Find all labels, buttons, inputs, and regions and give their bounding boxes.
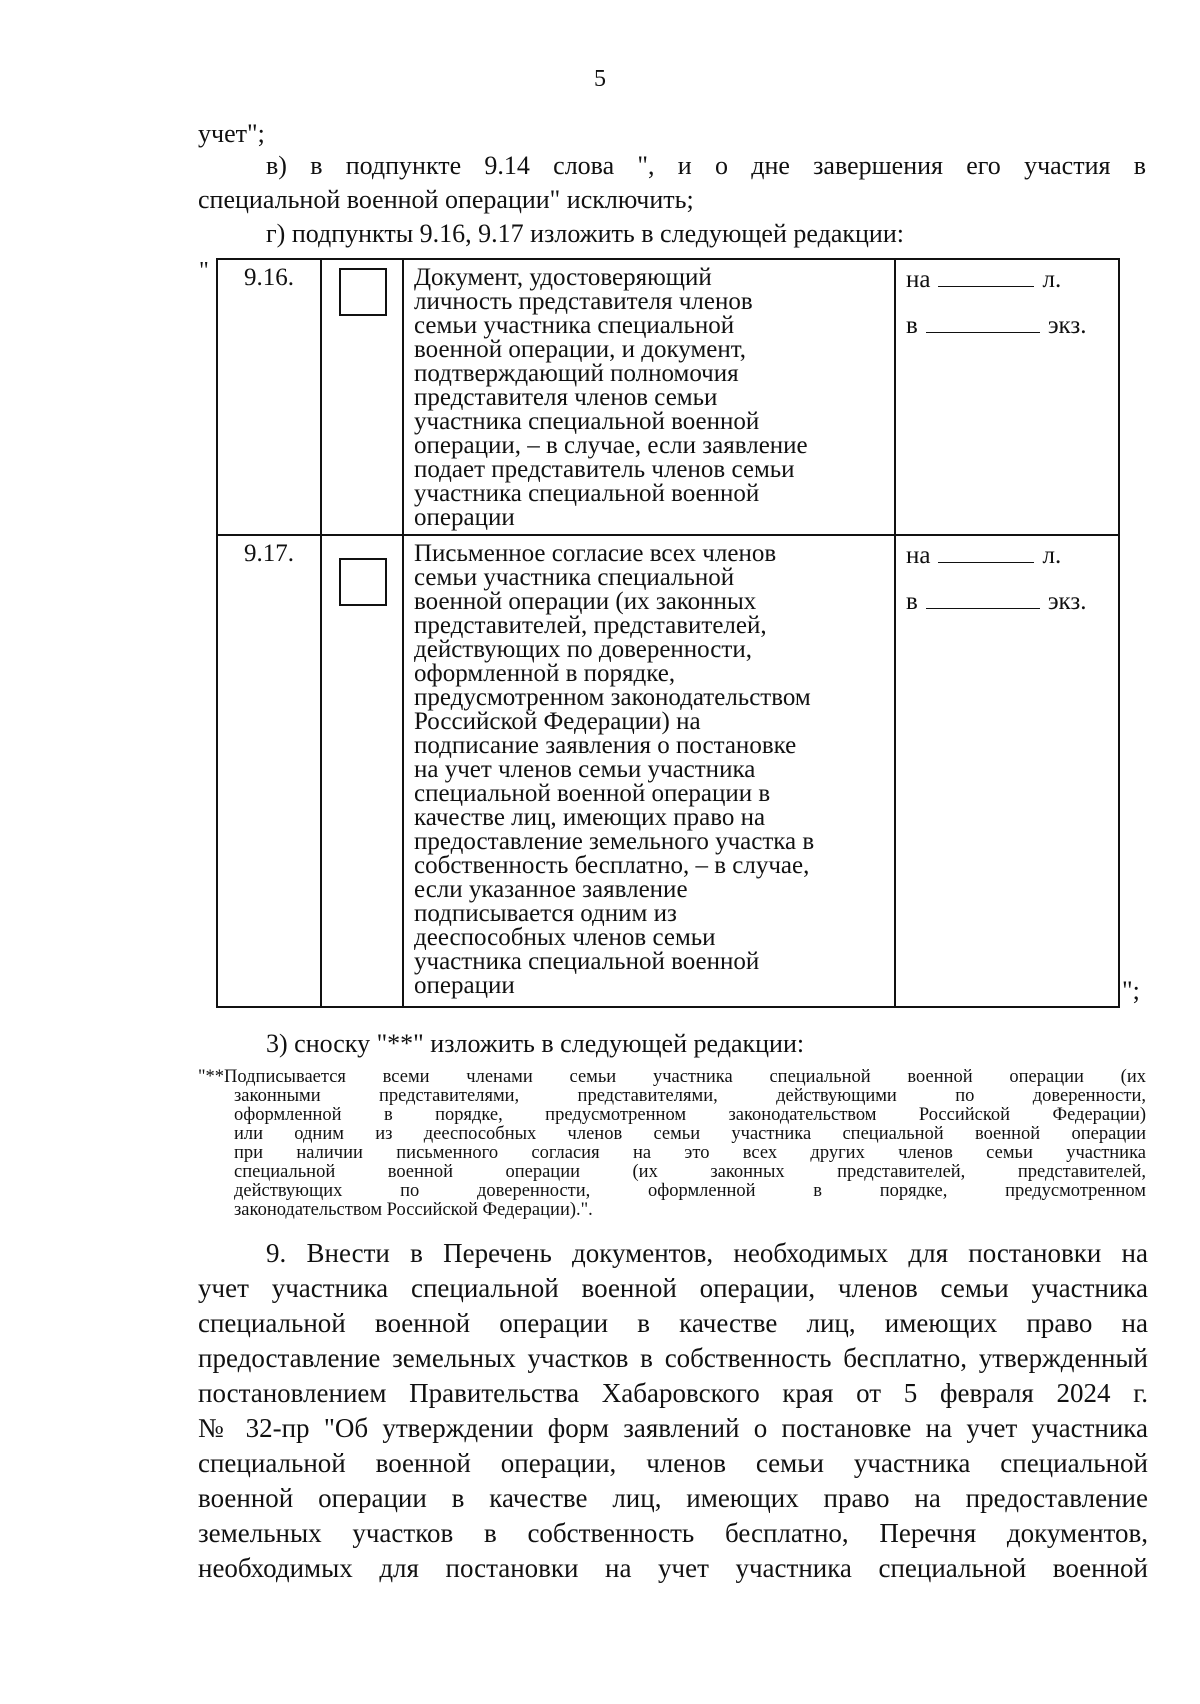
paragraph-line: постановлением Правительства Хабаровского края от 5 февраля 2024 г. <box>198 1378 1148 1408</box>
footnote-line: при наличии письменного согласия на это всех других членов семьи участника <box>234 1143 1146 1163</box>
copies-cell <box>895 259 1119 535</box>
row-number: 9.17. <box>217 535 321 1007</box>
description-line: подписывается одним из <box>414 900 677 927</box>
footnote-line: или одним из дееспособных членов семьи участника специальной военной операции <box>234 1124 1146 1144</box>
description-line: семьи участника специальной <box>414 564 735 591</box>
description-line: операции, – в случае, если заявление <box>414 432 808 459</box>
paragraph-line: военной операции в качестве лиц, имеющих право на предоставление <box>198 1483 1148 1513</box>
checkbox[interactable] <box>339 268 387 316</box>
footnote <box>198 1068 1146 1220</box>
copies-line <box>906 312 1108 338</box>
paragraph-line: специальной военной операции в качестве лиц, имеющих право на <box>198 1308 1148 1338</box>
sheets-line <box>906 542 1108 568</box>
description-line: операции <box>414 972 515 999</box>
description-line: подтверждающий полномочия <box>414 360 739 387</box>
item-v-line-2: специальной военной операции" исключить; <box>198 185 694 214</box>
description-line: действующих по доверенности, <box>414 636 752 663</box>
table-open-quote: " <box>199 258 209 284</box>
sheets-blank[interactable] <box>938 542 1034 563</box>
description-line: собственность бесплатно, – в случае, <box>414 852 810 879</box>
copies-blank[interactable] <box>926 588 1040 609</box>
description-line: дееспособных членов семьи <box>414 924 716 951</box>
copies-line <box>906 588 1108 614</box>
item-g: г) подпункты 9.16, 9.17 изложить в следующей редакции: <box>266 219 904 248</box>
description-line: предоставление земельного участка в <box>414 828 815 855</box>
description-line: представителя членов семьи <box>414 384 718 411</box>
copies-prefix: в <box>906 588 918 615</box>
footnote-line: оформленной в порядке, предусмотренном законодательством Российской Федерации) <box>234 1105 1146 1125</box>
table-close-quote: "; <box>1122 976 1140 1005</box>
paragraph-9 <box>198 1236 1148 1586</box>
item-v-line-1: в) в подпункте 9.14 слова ", и о дне завершения его участия в <box>266 151 1146 180</box>
description-line: на учет членов семьи участника <box>414 756 756 783</box>
checkbox[interactable] <box>339 558 387 606</box>
item-3: 3) сноску "**" изложить в следующей редакции: <box>266 1029 805 1058</box>
paragraph-line: специальной военной операции, членов семьи участника специальной <box>198 1448 1148 1478</box>
description-line: если указанное заявление <box>414 876 688 903</box>
checkbox-cell <box>321 259 403 535</box>
description-line: участника специальной военной <box>414 480 760 507</box>
copies-cell <box>895 535 1119 1007</box>
row-number: 9.16. <box>217 259 321 535</box>
sheets-prefix: на <box>906 266 931 293</box>
document-description <box>403 535 895 1007</box>
copies-prefix: в <box>906 312 918 339</box>
copies-blank[interactable] <box>926 312 1040 333</box>
description-line: представителей, представителей, <box>414 612 767 639</box>
description-line: личность представителя членов <box>414 288 753 315</box>
description-line: специальной военной операции в <box>414 780 771 807</box>
documents-table <box>216 258 1120 1008</box>
sheets-suffix: л. <box>1042 266 1062 293</box>
description-line: Российской Федерации) на <box>414 708 701 735</box>
description-line: военной операции, и документ, <box>414 336 747 363</box>
description-line: Письменное согласие всех членов <box>414 540 777 567</box>
description-line: подписание заявления о постановке <box>414 732 797 759</box>
sheets-prefix: на <box>906 542 931 569</box>
paragraph-line: № 32-пр "Об утверждении форм заявлений о постановке на учет участника <box>198 1413 1148 1443</box>
footnote-line: действующих по доверенности, оформленной в порядке, предусмотренном <box>234 1181 1146 1201</box>
description-line: участника специальной военной <box>414 948 760 975</box>
description-line: качестве лиц, имеющих право на <box>414 804 766 831</box>
description-line: подает представитель членов семьи <box>414 456 795 483</box>
paragraph-line: 9. Внести в Перечень документов, необходимых для постановки на <box>266 1238 1148 1268</box>
footnote-line: "**Подписывается всеми членами семьи участника специальной военной операции (их <box>198 1067 1146 1087</box>
sheets-blank[interactable] <box>938 266 1034 287</box>
description-line: семьи участника специальной <box>414 312 735 339</box>
description-line: оформленной в порядке, <box>414 660 676 687</box>
table-row <box>217 259 1119 535</box>
paragraph-line: предоставление земельных участков в собственность бесплатно, утвержденный <box>198 1343 1148 1373</box>
paragraph-line: учет участника специальной военной операции, членов семьи участника <box>198 1273 1148 1303</box>
copies-suffix: экз. <box>1047 312 1087 339</box>
checkbox-cell <box>321 535 403 1007</box>
table-row <box>217 535 1119 1007</box>
footnote-line: законодательством Российской Федерации).". <box>234 1200 593 1220</box>
page-number: 5 <box>594 66 606 92</box>
description-line: операции <box>414 504 515 531</box>
copies-suffix: экз. <box>1047 588 1087 615</box>
paragraph-line: земельных участков в собственность бесплатно, Перечня документов, <box>198 1518 1148 1548</box>
intro-continuation: учет"; <box>198 119 265 148</box>
footnote-line: специальной военной операции (их законных представителей, представителей, <box>234 1162 1146 1182</box>
description-line: военной операции (их законных <box>414 588 757 615</box>
footnote-line: законными представителями, представителями, действующими по доверенности, <box>234 1086 1146 1106</box>
document-description <box>403 259 895 535</box>
paragraph-line: необходимых для постановки на учет участника специальной военной <box>198 1553 1148 1583</box>
sheets-line <box>906 266 1108 292</box>
description-line: предусмотренном законодательством <box>414 684 811 711</box>
sheets-suffix: л. <box>1042 542 1062 569</box>
description-line: Документ, удостоверяющий <box>414 264 712 291</box>
description-line: участника специальной военной <box>414 408 760 435</box>
